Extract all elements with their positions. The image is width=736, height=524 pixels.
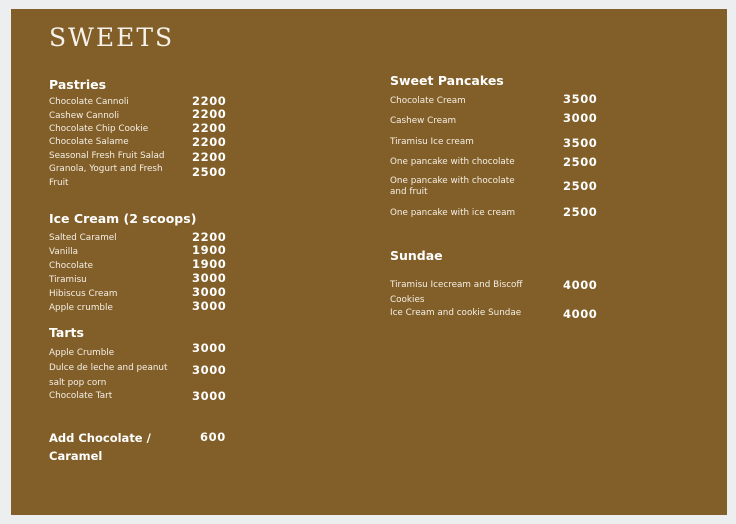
menu-item-price: 2200 bbox=[192, 135, 227, 149]
page-title: SWEETS bbox=[49, 23, 175, 52]
menu-item-price: 1900 bbox=[192, 257, 227, 271]
section-heading-tarts: Tarts bbox=[49, 325, 84, 340]
menu-item-price: 2500 bbox=[563, 155, 598, 169]
menu-item-name: One pancake with chocolate and fruit bbox=[390, 176, 515, 197]
menu-item-name: Tiramisu Ice cream bbox=[390, 137, 474, 147]
section-heading-ice-cream: Ice Cream (2 scoops) bbox=[49, 211, 197, 226]
section-heading-sweet-pancakes: Sweet Pancakes bbox=[390, 73, 504, 88]
menu-item-name: Tiramisu bbox=[49, 275, 87, 285]
menu-item-name: Chocolate Chip Cookie bbox=[49, 124, 149, 134]
menu-item-price: 2200 bbox=[192, 121, 227, 135]
menu-page bbox=[11, 9, 727, 515]
menu-item-name: Cashew Cream bbox=[390, 116, 457, 126]
menu-item-price: 3500 bbox=[563, 92, 598, 106]
addon-price: 600 bbox=[200, 430, 226, 444]
menu-item-price: 3500 bbox=[563, 136, 598, 150]
menu-item-name: Seasonal Fresh Fruit Salad bbox=[49, 151, 165, 161]
menu-item-price: 3000 bbox=[192, 389, 227, 403]
menu-item-price: 3000 bbox=[563, 111, 598, 125]
menu-item-price: 3000 bbox=[192, 341, 227, 355]
menu-item-name: Granola, Yogurt and Fresh Fruit bbox=[49, 164, 163, 188]
section-heading-pastries: Pastries bbox=[49, 77, 107, 92]
menu-item-name: Chocolate Tart bbox=[49, 391, 113, 401]
menu-item-name: Tiramisu Icecream and Biscoff Cookies bbox=[390, 280, 523, 305]
menu-item-name: Ice Cream and cookie Sundae bbox=[390, 308, 522, 318]
menu-item-name: Chocolate Cannoli bbox=[49, 97, 129, 107]
menu-item-price: 3000 bbox=[192, 285, 227, 299]
menu-item-name: Hibiscus Cream bbox=[49, 289, 118, 299]
menu-item-price: 2200 bbox=[192, 107, 227, 121]
menu-item-price: 2200 bbox=[192, 150, 227, 164]
menu-item-name: Cashew Cannoli bbox=[49, 111, 120, 121]
menu-item-price: 2200 bbox=[192, 230, 227, 244]
menu-item-price: 4000 bbox=[563, 307, 598, 321]
menu-item-name: Salted Caramel bbox=[49, 233, 117, 243]
menu-item-price: 3000 bbox=[192, 363, 227, 377]
addon-label: Add Chocolate / Caramel bbox=[49, 431, 151, 463]
menu-item-name: One pancake with ice cream bbox=[390, 208, 516, 218]
menu-item-name: Vanilla bbox=[49, 247, 79, 257]
menu-item-price: 2200 bbox=[192, 94, 227, 108]
menu-item-name: Chocolate Salame bbox=[49, 137, 129, 147]
menu-item-name: Apple Crumble bbox=[49, 348, 115, 358]
menu-item-price: 2500 bbox=[192, 165, 227, 179]
menu-item-price: 2500 bbox=[563, 205, 598, 219]
menu-item-price: 2500 bbox=[563, 179, 598, 193]
menu-item-name: Apple crumble bbox=[49, 303, 113, 313]
menu-item-price: 1900 bbox=[192, 243, 227, 257]
menu-item-price: 3000 bbox=[192, 271, 227, 285]
menu-item-price: 3000 bbox=[192, 299, 227, 313]
menu-item-price: 4000 bbox=[563, 278, 598, 292]
menu-item-name: Chocolate bbox=[49, 261, 94, 271]
menu-item-name: Dulce de leche and peanut salt pop corn bbox=[49, 363, 168, 388]
section-heading-sundae: Sundae bbox=[390, 248, 443, 263]
menu-item-name: One pancake with chocolate bbox=[390, 157, 515, 167]
menu-item-name: Chocolate Cream bbox=[390, 96, 466, 106]
